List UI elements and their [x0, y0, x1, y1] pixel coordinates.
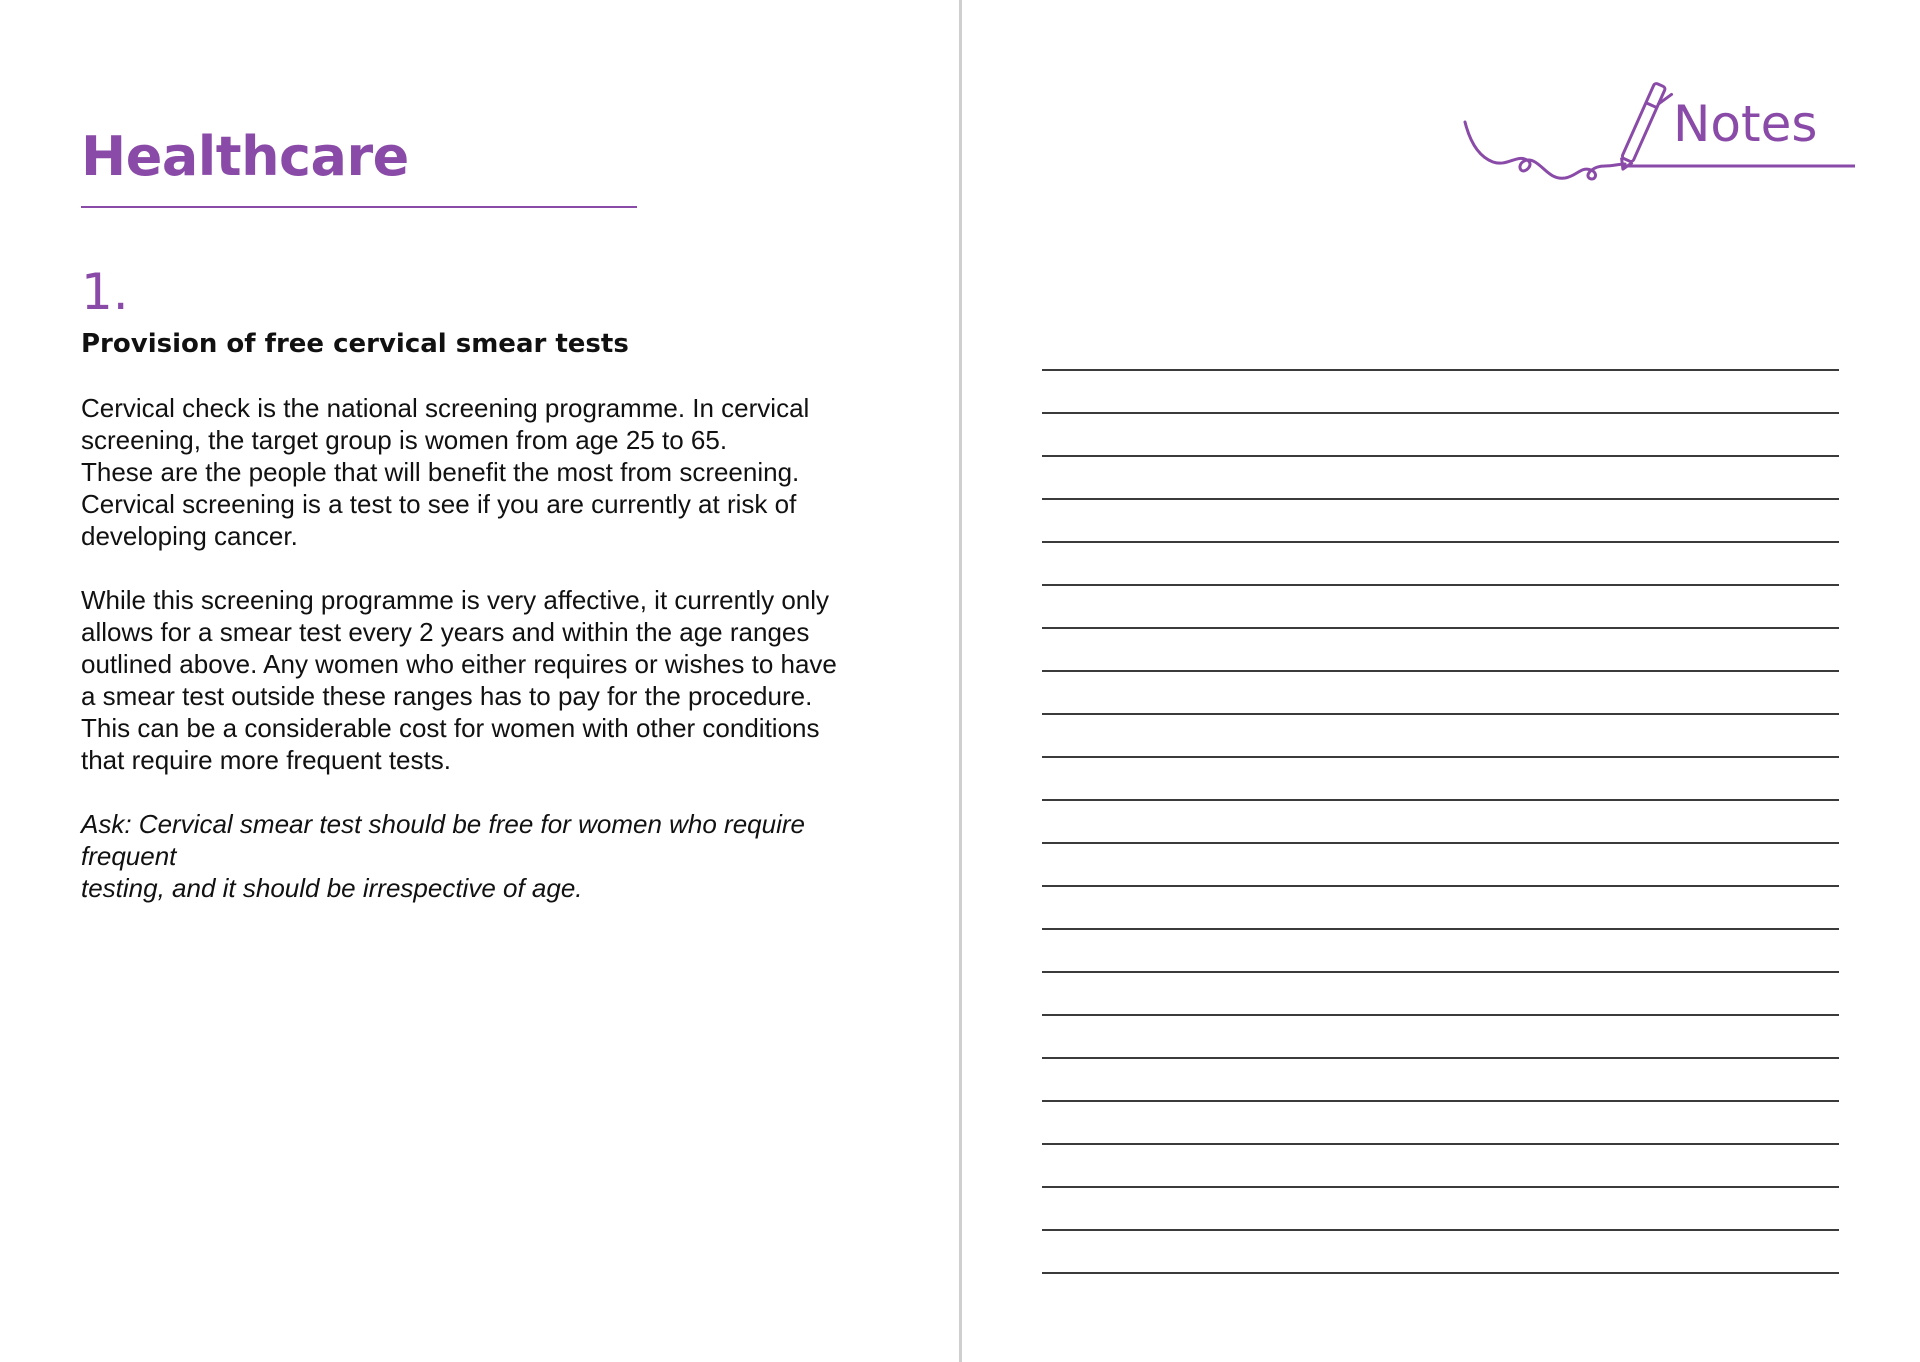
title-underline: [81, 206, 637, 208]
note-line: [1042, 801, 1839, 844]
item-number: 1.: [81, 263, 129, 321]
note-line: [1042, 758, 1839, 801]
note-line: [1042, 930, 1839, 973]
note-line: [1042, 1231, 1839, 1274]
note-line: [1042, 371, 1839, 414]
notes-ruled-lines: [1042, 328, 1839, 1274]
note-line: [1042, 715, 1839, 758]
ask-statement: Ask: Cervical smear test should be free for women who require frequent testing, and it should be irrespective of age.: [81, 809, 805, 903]
note-line: [1042, 973, 1839, 1016]
note-line: [1042, 887, 1839, 930]
section-title: Healthcare: [81, 125, 409, 188]
note-line: [1042, 414, 1839, 457]
note-line: [1042, 629, 1839, 672]
note-line: [1042, 1016, 1839, 1059]
note-line: [1042, 586, 1839, 629]
note-line: [1042, 500, 1839, 543]
item-heading: Provision of free cervical smear tests: [81, 329, 629, 359]
note-line: [1042, 543, 1839, 586]
note-line: [1042, 1059, 1839, 1102]
paragraph-detail: While this screening programme is very affective, it currently only allows for a smear test every 2 years and within the age ranges outlined above. Any women who either requires or wishes to have a smear test outside these ranges has to pay for the procedure. This can be a considerable cost for women with other conditions that require more frequent tests.: [81, 585, 837, 775]
note-line: [1042, 672, 1839, 715]
note-line: [1042, 1145, 1839, 1188]
notes-title: Notes: [1673, 95, 1818, 153]
note-line: [1042, 1102, 1839, 1145]
note-line: [1042, 328, 1839, 371]
note-line: [1042, 1188, 1839, 1231]
paragraph-intro: Cervical check is the national screening programme. In cervical screening, the target group is women from age 25 to 65. These are the people that will benefit the most from screening. Cervical screening is a test to see if you are currently at risk of developing cancer.: [81, 393, 810, 551]
note-line: [1042, 844, 1839, 887]
note-line: [1042, 457, 1839, 500]
